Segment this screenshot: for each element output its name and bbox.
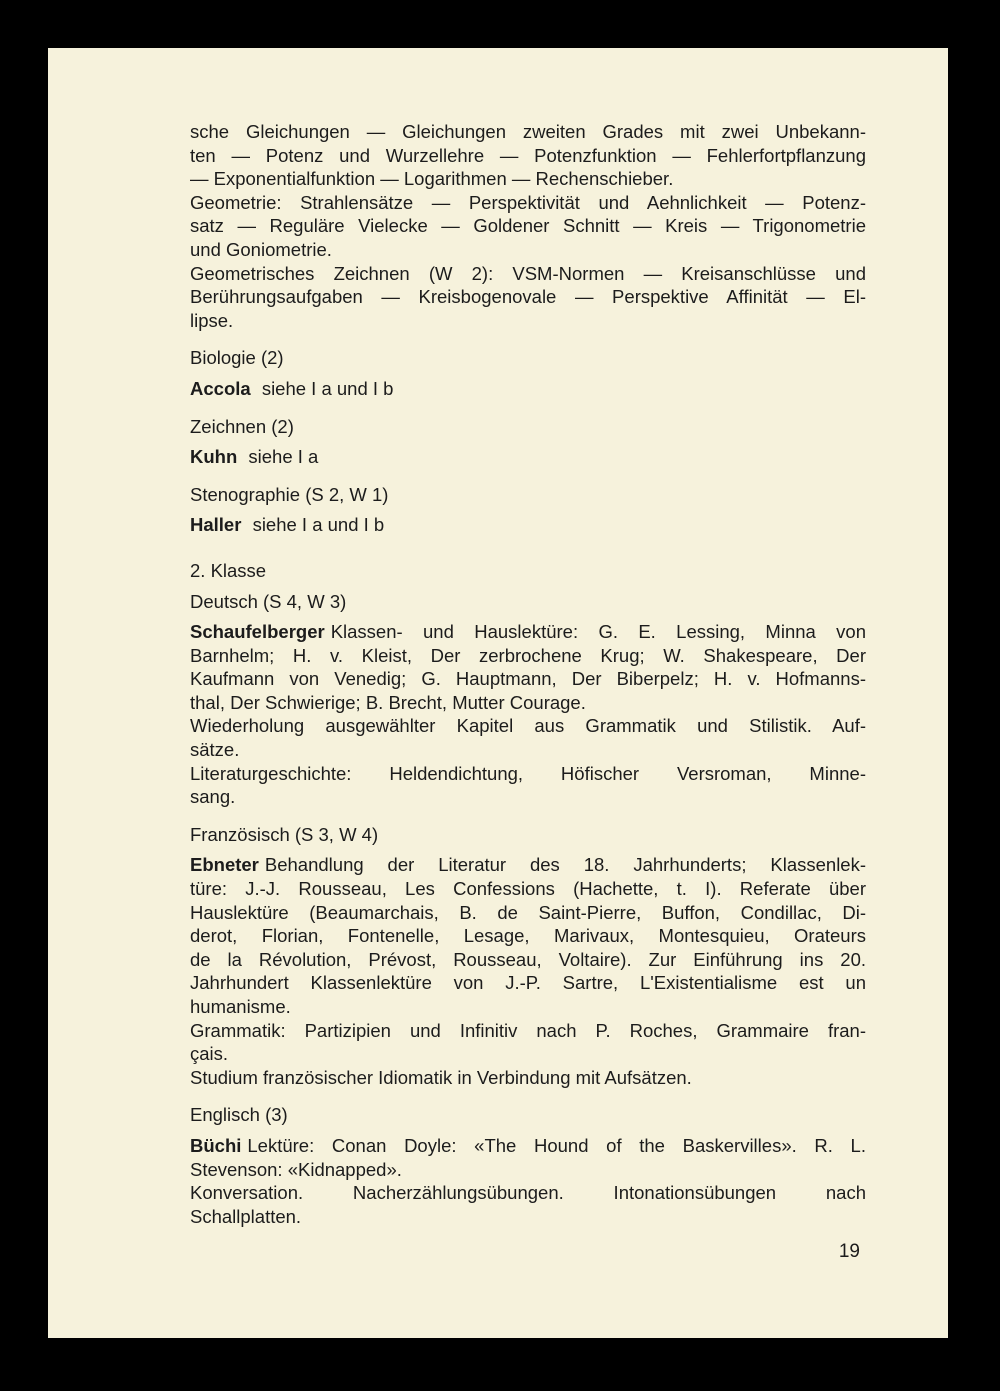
teacher-name: Kuhn [190, 446, 238, 468]
text-line: — Exponentialfunktion — Logarithmen — Rechenschieber. [190, 168, 674, 190]
text-line: Geometrisches Zeichnen (W 2): VSM-Normen — Kreisanschlüsse und [190, 262, 866, 284]
teacher-name: Büchi [190, 1134, 242, 1156]
text-line: Hauslektüre (Beaumarchais, B. de Saint-Pierre, Buffon, Condillac, Di- [190, 901, 866, 923]
text-line: de la Révolution, Prévost, Rousseau, Voltaire). Zur Einführung ins 20. [190, 948, 866, 970]
biologie-entry [190, 377, 866, 401]
text-line: türe: J.-J. Rousseau, Les Confessions (Hachette, t. I). Referate über [190, 878, 866, 900]
entry-text: siehe I a und I b [252, 514, 385, 536]
zeichnen-heading: Zeichnen (2) [190, 415, 294, 437]
franzoesisch-studium [190, 1066, 866, 1090]
deutsch-grammatik [190, 714, 866, 761]
text-line: sang. [190, 786, 236, 808]
entry-text: siehe I a und I b [261, 377, 394, 399]
deutsch-literatur [190, 762, 866, 809]
text-line: und Goniometrie. [190, 238, 332, 260]
deutsch-entry [190, 620, 866, 714]
stenographie-entry [190, 513, 866, 537]
page-content [190, 120, 866, 1228]
biologie-heading: Biologie (2) [190, 347, 284, 369]
text-line: Barnhelm; H. v. Kleist, Der zerbrochene Krug; W. Shakespeare, Der [190, 644, 866, 666]
text-line: Wiederholung ausgewählter Kapitel aus Grammatik und Stilistik. Auf- [190, 715, 866, 737]
text-line: Grammatik: Partizipien und Infinitiv nach P. Roches, Grammaire fran- [190, 1019, 866, 1041]
teacher-name: Schaufelberger [190, 621, 325, 643]
text-line: Jahrhundert Klassenlektüre von J.-P. Sartre, L'Existentialisme est un [190, 972, 866, 994]
englisch-konversation [190, 1181, 866, 1228]
text-line: Geometrie: Strahlensätze — Perspektivität und Aehnlichkeit — Potenz- [190, 191, 866, 213]
text-line: Stevenson: «Kidnapped». [190, 1158, 402, 1180]
text-line: ten — Potenz und Wurzellehre — Potenzfunktion — Fehlerfortpflanzung [190, 144, 866, 166]
teacher-name: Ebneter [190, 854, 259, 876]
englisch-entry [190, 1134, 866, 1181]
text-line: Kaufmann von Venedig; G. Hauptmann, Der Biberpelz; H. v. Hofmanns- [190, 668, 866, 690]
entry-text: siehe I a [248, 446, 319, 468]
text-line: Konversation. Nacherzählungsübungen. Intonationsübungen nach [190, 1182, 866, 1204]
text-line: thal, Der Schwierige; B. Brecht, Mutter Courage. [190, 691, 586, 713]
text-line: Berührungsaufgaben — Kreisbogenovale — Perspektive Affinität — El- [190, 286, 866, 308]
text-line: sche Gleichungen — Gleichungen zweiten Grades mit zwei Unbekann- [190, 121, 866, 142]
text-line: lipse. [190, 309, 234, 331]
page-number: 19 [838, 1241, 860, 1262]
teacher-name: Accola [190, 377, 251, 399]
intro-paragraph [190, 120, 866, 191]
text-line: satz — Reguläre Vielecke — Goldener Schnitt — Kreis — Trigonometrie [190, 215, 866, 237]
text-line: Büchi Lektüre: Conan Doyle: «The Hound of the Baskervilles». R. L. [190, 1134, 866, 1156]
geometrie-paragraph [190, 191, 866, 262]
text-line: derot, Florian, Fontenelle, Lesage, Marivaux, Montesquieu, Orateurs [190, 925, 866, 947]
deutsch-heading: Deutsch (S 4, W 3) [190, 590, 347, 612]
franzoesisch-heading: Französisch (S 3, W 4) [190, 823, 379, 845]
text-line: Schallplatten. [190, 1205, 302, 1227]
teacher-name: Haller [190, 514, 242, 536]
text-line: Ebneter Behandlung der Literatur des 18. Jahrhunderts; Klassenlek- [190, 854, 866, 876]
franzoesisch-entry [190, 853, 866, 1018]
text-line: sätze. [190, 739, 240, 761]
klasse-heading: 2. Klasse [190, 559, 267, 581]
franzoesisch-grammatik [190, 1019, 866, 1066]
text-line: Schaufelberger Klassen- und Hauslektüre: G. E. Lessing, Minna von [190, 621, 866, 643]
englisch-heading: Englisch (3) [190, 1104, 288, 1126]
zeichnen-entry [190, 445, 866, 469]
zeichnen-paragraph [190, 262, 866, 333]
text-line: Literaturgeschichte: Heldendichtung, Höfischer Versroman, Minne- [190, 762, 866, 784]
document-page [48, 48, 948, 1338]
text-line: çais. [190, 1043, 229, 1065]
text-line: humanisme. [190, 996, 291, 1017]
stenographie-heading: Stenographie (S 2, W 1) [190, 483, 389, 505]
text-line: Studium französischer Idiomatik in Verbindung mit Aufsätzen. [190, 1066, 692, 1088]
